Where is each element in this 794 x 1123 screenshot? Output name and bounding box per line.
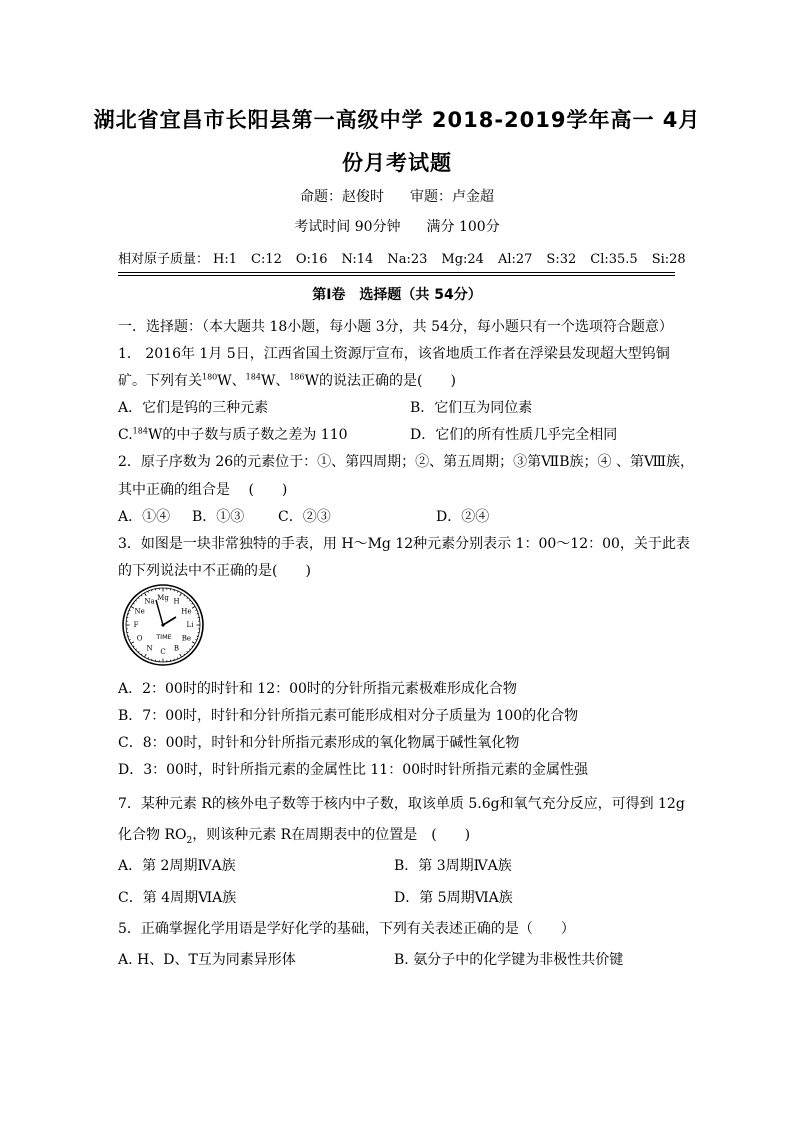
q7-option-b: B．第 3周期ⅣA族 [394,858,512,874]
q7-stem-suffix: ，则该种元素 R在周期表中的位置是 ( ) [192,827,471,843]
q1-stem-line2 [118,370,456,390]
clock-tick [129,610,130,611]
atomic-mass: Si:28 [651,252,686,267]
atomic-mass: Mg:24 [441,252,484,267]
isotope-mass: 184 [132,426,148,436]
q7-stem-line2 [118,824,470,846]
clock-tick [148,591,149,592]
clock-element-label: Na [144,597,155,606]
q2-stem-line2: 其中正确的组合是 ( ) [118,482,288,498]
option-text: W的中子数与质子数之差为 110 [147,427,348,443]
element-clock-figure [118,584,208,666]
clock-tick [177,591,178,592]
q3-option-c: C．8：00时，时针和分针所指元素形成的氧化物属于碱性氧化物 [118,735,520,751]
clock-element-label: Ne [134,607,145,616]
clock-tick [195,610,196,611]
separator: 、 [231,373,246,389]
q2-option-a: A．①④ [118,509,171,525]
q1-option-a: A．它们是钨的三种元素 [118,400,269,416]
q3-option-d: D．3：00时，时针所指元素的金属性比 11：00时时针所指元素的金属性强 [118,762,589,778]
clock-element-label: He [181,607,192,616]
q1-option-d: D．它们的所有性质几乎完全相同 [410,427,618,443]
exam-info-line [0,216,794,236]
q7-option-d: D．第 5周期ⅥA族 [394,890,513,906]
section-title: 第Ⅰ卷 选择题（共 54分） [312,287,482,303]
atomic-mass: Na:23 [387,252,428,267]
q5-option-a: A. H、D、T互为同素异形体 [118,952,296,968]
atomic-mass: H:1 [213,252,238,267]
exam-time: 考试时间 90分钟 [294,219,401,235]
clock-tick [148,657,149,658]
header-rule-bottom [118,275,675,276]
element-symbol: W [260,373,276,389]
atomic-mass: C:12 [251,252,282,267]
atomic-mass: Cl:35.5 [590,252,638,267]
clock-tick [129,639,130,640]
q2-option-d: D．②④ [436,509,490,525]
q3-stem-line1: 3．如图是一块非常独特的手表，用 H～Mg 12种元素分别表示 1：00～12：00，关于此表 [118,536,690,552]
q1-stem-prefix: 矿。下列有关 [118,373,202,389]
clock-element-label: O [136,634,143,643]
q3-option-a: A．2：00时的时针和 12：00时的分针所指元素极难形成化合物 [118,681,517,697]
separator: 、 [275,373,290,389]
q1-stem-suffix: 的说法正确的是( ) [319,373,456,389]
full-score: 满分 100分 [426,219,500,235]
q5-option-b: B. 氨分子中的化学键为非极性共价键 [394,952,624,968]
clock-element-label: N [146,644,153,653]
clock-element-label: Be [181,634,192,643]
question-setter: 命题：赵俊时 [300,189,384,205]
element-symbol: W [304,373,320,389]
clock-element-label: Li [186,621,194,629]
clock-element-label: B [173,644,180,653]
exam-title-line2: 份月考试题 [342,151,452,175]
atomic-mass: N:14 [341,252,374,267]
isotope-mass: 184 [245,372,261,382]
q1-stem-line1: 1． 2016年 1月 5日，江西省国土资源厅宣布，该省地质工作者在浮梁县发现超大型钨铜 [118,346,670,362]
clock-tick [177,657,178,658]
atomic-mass: Al:27 [497,252,533,267]
atomic-masses-line [118,248,686,267]
clock-center-text: TIME [156,633,172,641]
clock-element-label: C [160,648,166,656]
q7-stem-prefix: 化合物 RO [118,827,187,843]
q3-option-b: B．7：00时，时针和分针所指元素可能形成相对分子质量为 100的化合物 [118,708,579,724]
q2-stem-line1: 2．原子序数为 26的元素位于：①、第四周期；②、第五周期；③第ⅦB族；④ 、第Ⅷ族， [118,454,695,470]
q7-stem-line1: 7．某种元素 R的核外电子数等于核内中子数，取该单质 5.6g和氧气充分反应，可得到 12g [118,796,685,812]
authors-line [0,186,794,206]
q7-option-a: A．第 2周期ⅣA族 [118,858,236,874]
q3-stem-line2: 的下列说法中不正确的是( ) [118,563,311,579]
clock-element-label: Mg [157,594,169,602]
atomic-mass: O:16 [295,252,328,267]
isotope-mass: 186 [289,372,305,382]
q7-option-c: C．第 4周期ⅥA族 [118,890,237,906]
atomic-masses-label: 相对原子质量： [118,252,210,267]
q1-option-b: B．它们互为同位素 [410,400,533,416]
option-letter: C. [118,427,133,443]
q2-option-b: B．①③ [192,509,245,525]
subscript: 2 [186,835,193,846]
clock-element-label: H [173,597,180,606]
q2-option-c: C．②③ [278,509,331,525]
exam-title-line1: 湖北省宜昌市长阳县第一高级中学 2018-2019学年高一 4月 [93,108,701,132]
header-rule-top [118,272,675,273]
q1-option-c [118,424,348,444]
atomic-mass: S:32 [546,252,577,267]
clock-element-label: F [133,621,139,629]
isotope-mass: 180 [202,372,218,382]
section-instruction: 一．选择题：（本大题共 18小题，每小题 3分，共 54分，每小题只有一个选项符合题意） [118,319,673,335]
question-reviewer: 审题：卢金超 [410,189,494,205]
q5-stem: 5．正确掌握化学用语是学好化学的基础，下列有关表述正确的是（ ） [118,921,575,937]
clock-tick [195,639,196,640]
element-symbol: W [217,373,232,389]
